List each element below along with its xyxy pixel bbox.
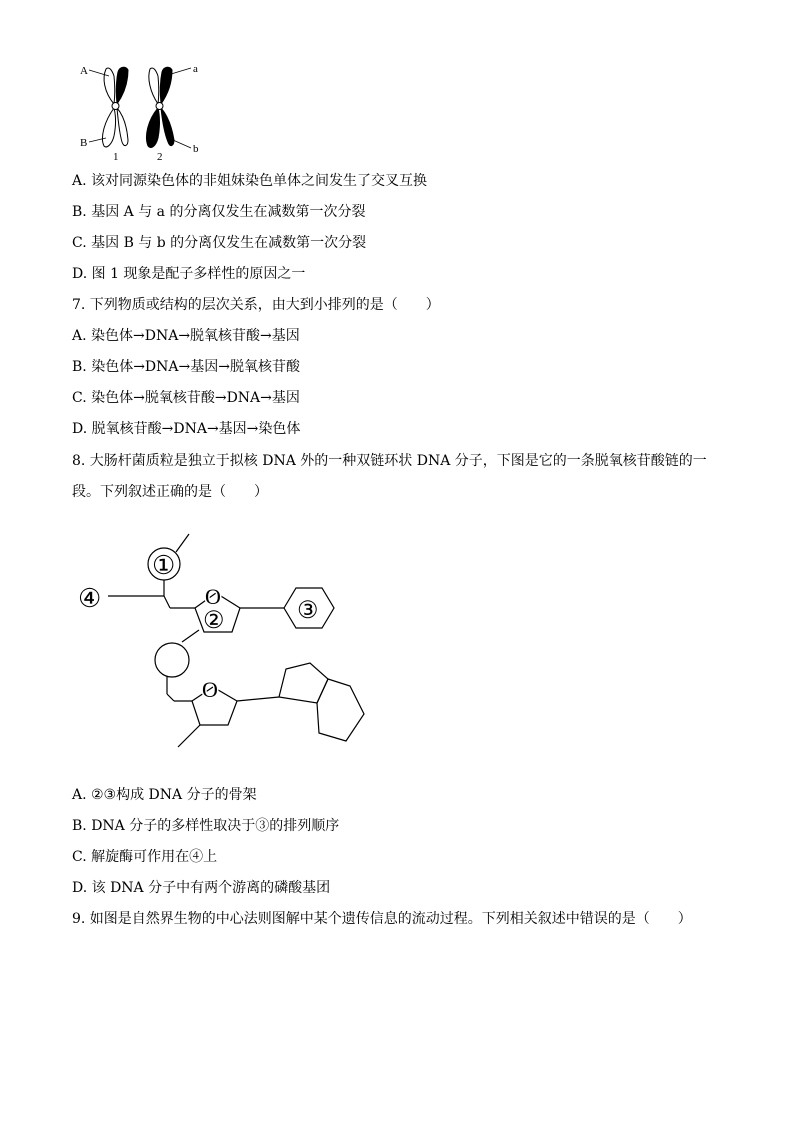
label-a: a	[193, 63, 198, 75]
label-4: ④	[78, 584, 102, 613]
q7-option-d: D. 脱氧核苷酸→DNA→基因→染色体	[72, 421, 301, 437]
oxygen-2: O	[202, 677, 218, 702]
q8-option-c: C. 解旋酶可作用在④上	[72, 849, 218, 865]
q6-option-c: C. 基因 B 与 b 的分离仅发生在减数第一次分裂	[72, 235, 367, 251]
q9-stem: 9. 如图是自然界生物的中心法则图解中某个遗传信息的流动过程。下列相关叙述中错误的是（ ）	[72, 911, 692, 927]
purine-six-ring	[317, 679, 364, 741]
nucleotide-chain-figure	[74, 524, 374, 754]
chromosome-1	[102, 67, 128, 147]
purine-five-ring	[279, 663, 328, 703]
q7-option-a: A. 染色体→DNA→脱氧核苷酸→基因	[72, 328, 300, 344]
chromosome-2	[146, 67, 174, 147]
q6-option-b: B. 基因 A 与 a 的分离仅发生在减数第一次分裂	[72, 204, 366, 220]
label-1: ①	[152, 551, 176, 580]
q8-option-b: B. DNA 分子的多样性取决于③的排列顺序	[72, 818, 340, 834]
oxygen-1: O	[205, 584, 221, 609]
phosphate-2-circle	[155, 643, 189, 677]
label-2: 2	[157, 151, 163, 163]
q8-stem-line2: 段。下列叙述正确的是（ ）	[72, 484, 268, 500]
label-b: b	[193, 143, 199, 155]
q8-stem-line1: 8. 大肠杆菌质粒是独立于拟核 DNA 外的一种双链环状 DNA 分子，下图是它的一条脱氧核苷酸链的一	[72, 453, 707, 469]
label-A: A	[80, 65, 88, 77]
q8-option-a: A. ②③构成 DNA 分子的骨架	[72, 787, 257, 803]
chromosome-figure	[76, 60, 206, 164]
q6-option-d: D. 图 1 现象是配子多样性的原因之一	[72, 266, 306, 282]
label-B: B	[80, 137, 88, 149]
q7-option-b: B. 染色体→DNA→基因→脱氧核苷酸	[72, 359, 300, 375]
q8-option-d: D. 该 DNA 分子中有两个游离的磷酸基团	[72, 880, 331, 896]
label-1: 1	[113, 151, 119, 163]
q6-option-a: A. 该对同源染色体的非姐妹染色单体之间发生了交叉互换	[72, 173, 428, 189]
label-2: ②	[203, 608, 225, 634]
q7-stem: 7. 下列物质或结构的层次关系，由大到小排列的是（ ）	[72, 297, 440, 313]
q7-option-c: C. 染色体→脱氧核苷酸→DNA→基因	[72, 390, 300, 406]
label-3: ③	[297, 598, 319, 624]
